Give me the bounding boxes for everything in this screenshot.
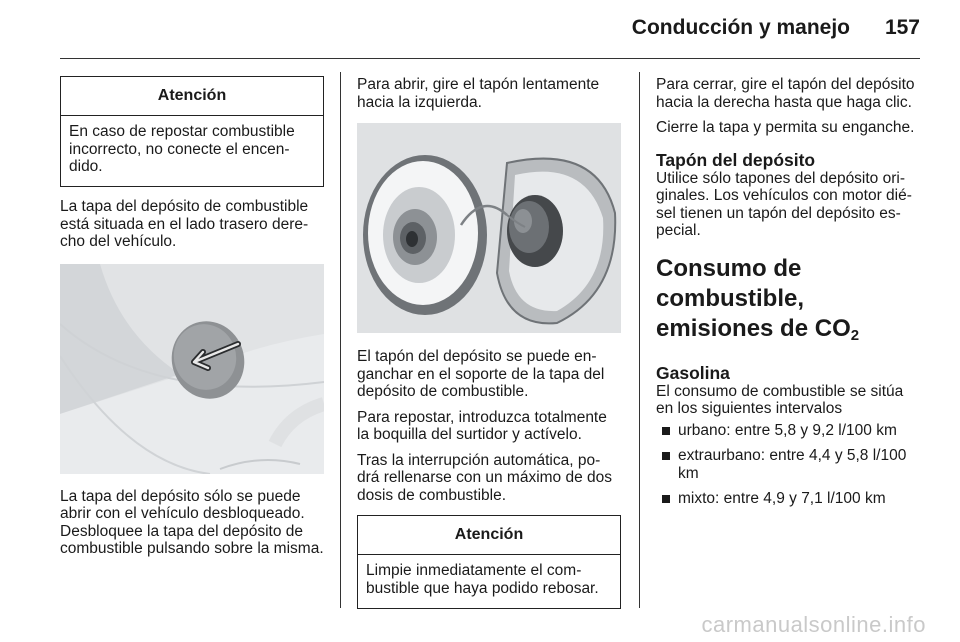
section-heading-text: emisiones de CO: [656, 314, 851, 342]
column-right: [656, 76, 924, 516]
section-heading: [656, 254, 924, 344]
paragraph: Para abrir, gire el tapón lentamente hacia la izquierda.: [357, 76, 600, 111]
subheading: Tapón del depósito: [656, 149, 816, 170]
subheading: Gasolina: [656, 362, 730, 383]
attention-heading: Atención: [61, 77, 323, 116]
page-number: 157: [884, 16, 920, 39]
bullet-list: [656, 422, 924, 508]
column-divider-left: [340, 72, 341, 608]
fuel-cap-open-figure: [357, 123, 621, 333]
list-item: [656, 490, 924, 508]
header-divider: [60, 58, 920, 59]
attention-box: [60, 76, 324, 187]
bullet-square-icon: [662, 452, 670, 460]
fuel-door-closed-figure: [60, 264, 324, 474]
paragraph: El tapón del depósito se puede en-ganchar en el soporte de la tapa del depósito de combustible.: [357, 348, 605, 400]
paragraph: La tapa del depósito de combustible está situada en el lado trasero dere-cho del vehículo.: [60, 198, 309, 250]
watermark: carmanualsonline.info: [701, 612, 926, 637]
column-left: [60, 76, 324, 566]
column-middle: [357, 76, 621, 609]
paragraph: La tapa del depósito sólo se puede abrir con el vehículo desbloqueado. Desbloquee la tapa del depósito de combustible pulsando sobre la misma.: [60, 487, 324, 557]
attention-heading: Atención: [358, 516, 620, 555]
paragraph: Tras la interrupción automática, po-drá rellenarse con un máximo de dos dosis de combustible.: [357, 451, 613, 504]
paragraph: Utilice sólo tapones del depósito ori-ginales. Los vehículos con motor dié-sel tienen un tapón del depósito es-pecial.: [656, 169, 912, 239]
bullet-square-icon: [662, 495, 670, 503]
list-item-text: urbano: entre 5,8 y 9,2 l/100 km: [678, 421, 897, 439]
paragraph: Para repostar, introduzca totalmente la boquilla del surtidor y actívelo.: [357, 408, 607, 443]
attention-text: Limpie inmediatamente el com-bustible que haya podido rebosar.: [366, 562, 599, 597]
column-divider-right: [639, 72, 640, 608]
bullet-square-icon: [662, 427, 670, 435]
page-title: Conducción y manejo: [631, 16, 850, 39]
subscript: 2: [850, 326, 860, 344]
paragraph: Cierre la tapa y permita su enganche.: [656, 119, 915, 136]
list-item: [656, 447, 924, 482]
list-item-text: extraurbano: entre 4,4 y 5,8 l/100 km: [678, 447, 907, 482]
paragraph: El consumo de combustible se sitúa en los siguientes intervalos: [656, 382, 904, 417]
section-heading-line: [656, 314, 924, 344]
list-item: [656, 422, 924, 440]
section-heading-line: Consumo de combustible,: [656, 254, 805, 312]
paragraph: Para cerrar, gire el tapón del depósito hacia la derecha hasta que haga clic.: [656, 76, 915, 111]
list-item-text: mixto: entre 4,9 y 7,1 l/100 km: [678, 490, 886, 507]
attention-box: [357, 515, 621, 609]
attention-text: En caso de repostar combustible incorrecto, no conecte el encen-dido.: [69, 123, 295, 175]
